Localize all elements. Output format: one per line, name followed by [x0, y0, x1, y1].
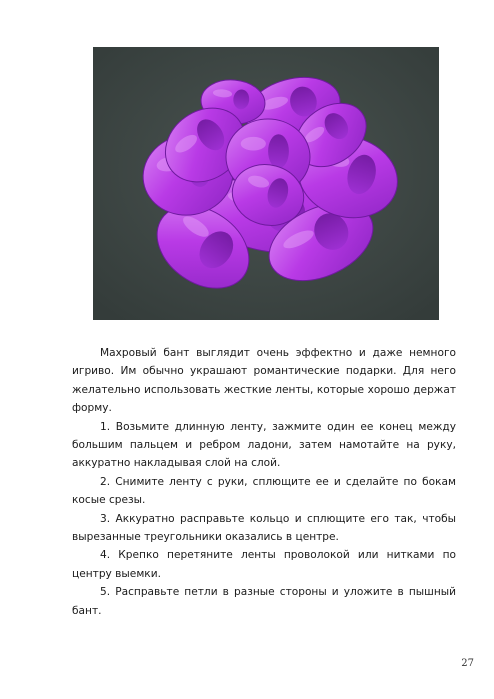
page-number: 27 — [461, 658, 474, 669]
ribbon-loop-inner — [268, 134, 289, 168]
bow-illustration — [93, 47, 439, 320]
body-text — [72, 344, 456, 620]
ribbon-highlight — [241, 137, 266, 151]
step-2: 2. Снимите ленту с руки, сплющите ее и сделайте по бокам косые срезы. — [72, 475, 456, 507]
step-4: 4. Крепко перетяните ленты проволокой или нитками по центру выемки. — [72, 549, 456, 580]
step-3: 3. Аккуратно расправьте кольцо и сплющите его так, чтобы вырезанные треугольники оказались в центре. — [72, 512, 456, 544]
bow-photo — [93, 47, 439, 320]
intro-paragraph: Махровый бант выглядит очень эффектно и даже немного игриво. Им обычно украшают романтические подарки. Для него желательно использовать жесткие ленты, которые хорошо держат форму. — [72, 347, 456, 415]
step-1: 1. Возьмите длинную ленту, зажмите один ее конец между большим пальцем и ребром ладони, затем намотайте на руку, аккуратно накладывая слой на слой. — [72, 420, 456, 470]
step-5: 5. Расправьте петли в разные стороны и уложите в пышный бант. — [72, 586, 456, 617]
